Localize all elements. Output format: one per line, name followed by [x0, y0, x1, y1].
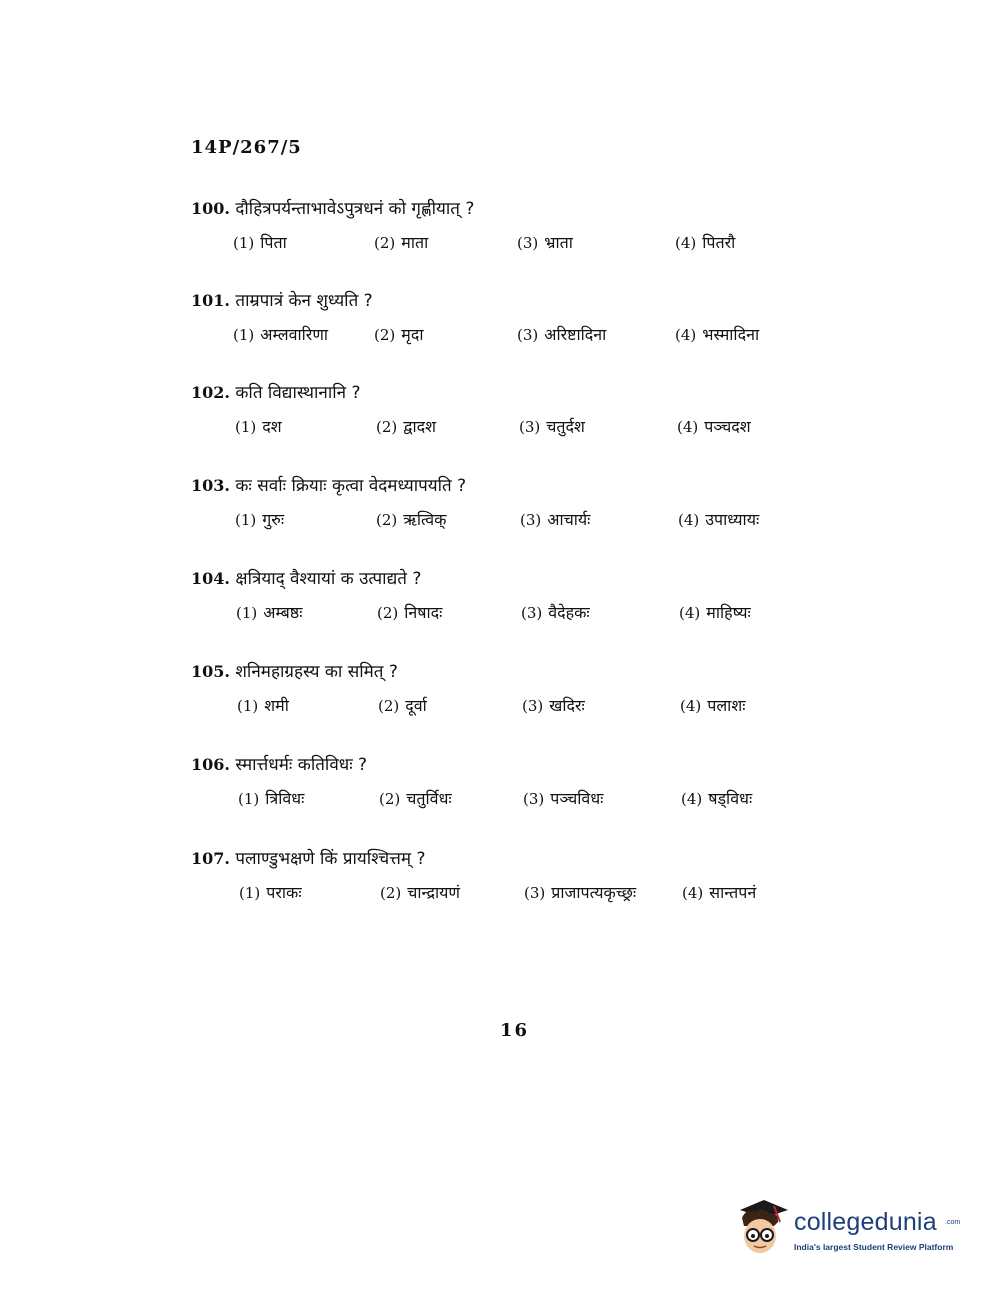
option-1: (1) त्रिविधः: [238, 789, 305, 808]
question-102: [191, 381, 811, 441]
exam-code: 14P/267/5: [191, 137, 302, 158]
option-3: (3) आचार्यः: [520, 510, 591, 529]
question-104: [191, 567, 811, 627]
option-2: (2) दूर्वा: [378, 696, 427, 715]
option-4: (4) पलाशः: [680, 696, 746, 715]
question-line: [191, 381, 811, 405]
question-line: [191, 847, 811, 871]
question-line: [191, 289, 811, 313]
option-4: (4) सान्तपनं: [682, 883, 757, 902]
option-4: (4) पञ्चदश: [677, 417, 751, 436]
question-106: [191, 753, 811, 813]
options-row: [191, 601, 811, 627]
option-3: (3) भ्राता: [517, 233, 573, 252]
options-row: [191, 508, 811, 534]
question-number: 103.: [191, 476, 230, 495]
option-4: (4) षड्विधः: [681, 789, 753, 808]
question-line: [191, 753, 811, 777]
logo-wordmark: collegedunia: [794, 1208, 937, 1236]
option-1: (1) गुरुः: [235, 510, 285, 529]
option-2: (2) माता: [374, 233, 429, 252]
question-text: पलाण्डुभक्षणे किं प्रायश्चित्तम् ?: [235, 849, 426, 869]
option-3: (3) अरिष्टादिना: [517, 325, 607, 344]
question-101: [191, 289, 811, 349]
option-3: (3) चतुर्दश: [519, 417, 585, 436]
question-number: 107.: [191, 849, 230, 868]
option-3: (3) प्राजापत्यकृच्छ्रः: [524, 883, 637, 902]
option-2: (2) निषादः: [377, 603, 443, 622]
options-row: [191, 323, 811, 349]
logo-tagline: India's largest Student Review Platform: [794, 1242, 954, 1252]
option-3: (3) पञ्चविधः: [523, 789, 604, 808]
option-3: (3) खदिरः: [522, 696, 585, 715]
question-line: [191, 474, 811, 498]
question-103: [191, 474, 811, 534]
question-number: 104.: [191, 569, 230, 588]
option-1: (1) दश: [235, 417, 282, 436]
option-1: (1) शमी: [237, 696, 289, 715]
option-2: (2) ऋत्विक्: [376, 510, 447, 529]
question-number: 105.: [191, 662, 230, 681]
question-text: स्मार्त्तधर्मः कतिविधः ?: [235, 755, 368, 775]
page-number: 16: [500, 1020, 530, 1041]
option-4: (4) उपाध्यायः: [678, 510, 760, 529]
question-text: ताम्रपात्रं केन शुध्यति ?: [235, 291, 373, 311]
question-text: शनिमहाग्रहस्य का समित् ?: [235, 662, 398, 682]
question-107: [191, 847, 811, 907]
question-text: क्षत्रियाद् वैश्यायां क उत्पाद्यते ?: [235, 569, 422, 589]
options-row: [191, 231, 811, 257]
options-row: [191, 694, 811, 720]
option-1: (1) पिता: [233, 233, 287, 252]
question-105: [191, 660, 811, 720]
option-4: (4) पितरौ: [675, 233, 736, 252]
mascot-icon: [732, 1196, 790, 1268]
question-number: 102.: [191, 383, 230, 402]
question-number: 100.: [191, 199, 230, 218]
question-text: कति विद्यास्थानानि ?: [235, 383, 361, 403]
question-line: [191, 567, 811, 591]
option-3: (3) वैदेहकः: [521, 603, 590, 622]
question-line: [191, 197, 811, 221]
option-1: (1) अम्बष्ठः: [236, 603, 303, 622]
option-1: (1) पराकः: [239, 883, 302, 902]
option-2: (2) मृदा: [374, 325, 424, 344]
collegedunia-logo: [732, 1196, 972, 1268]
question-number: 101.: [191, 291, 230, 310]
logo-suffix: .com: [945, 1219, 961, 1226]
options-row: [191, 881, 811, 907]
question-text: दौहित्रपर्यन्ताभावेऽपुत्रधनं को गृह्णीयात् ?: [235, 199, 475, 219]
option-4: (4) माहिष्यः: [679, 603, 751, 622]
option-2: (2) चतुर्विधः: [379, 789, 452, 808]
question-100: [191, 197, 811, 257]
option-2: (2) द्वादश: [376, 417, 436, 436]
question-number: 106.: [191, 755, 230, 774]
options-row: [191, 415, 811, 441]
option-1: (1) अम्लवारिणा: [233, 325, 329, 344]
options-row: [191, 787, 811, 813]
option-2: (2) चान्द्रायणं: [380, 883, 460, 902]
question-line: [191, 660, 811, 684]
option-4: (4) भस्मादिना: [675, 325, 760, 344]
question-text: कः सर्वाः क्रियाः कृत्वा वेदमध्यापयति ?: [235, 476, 467, 496]
